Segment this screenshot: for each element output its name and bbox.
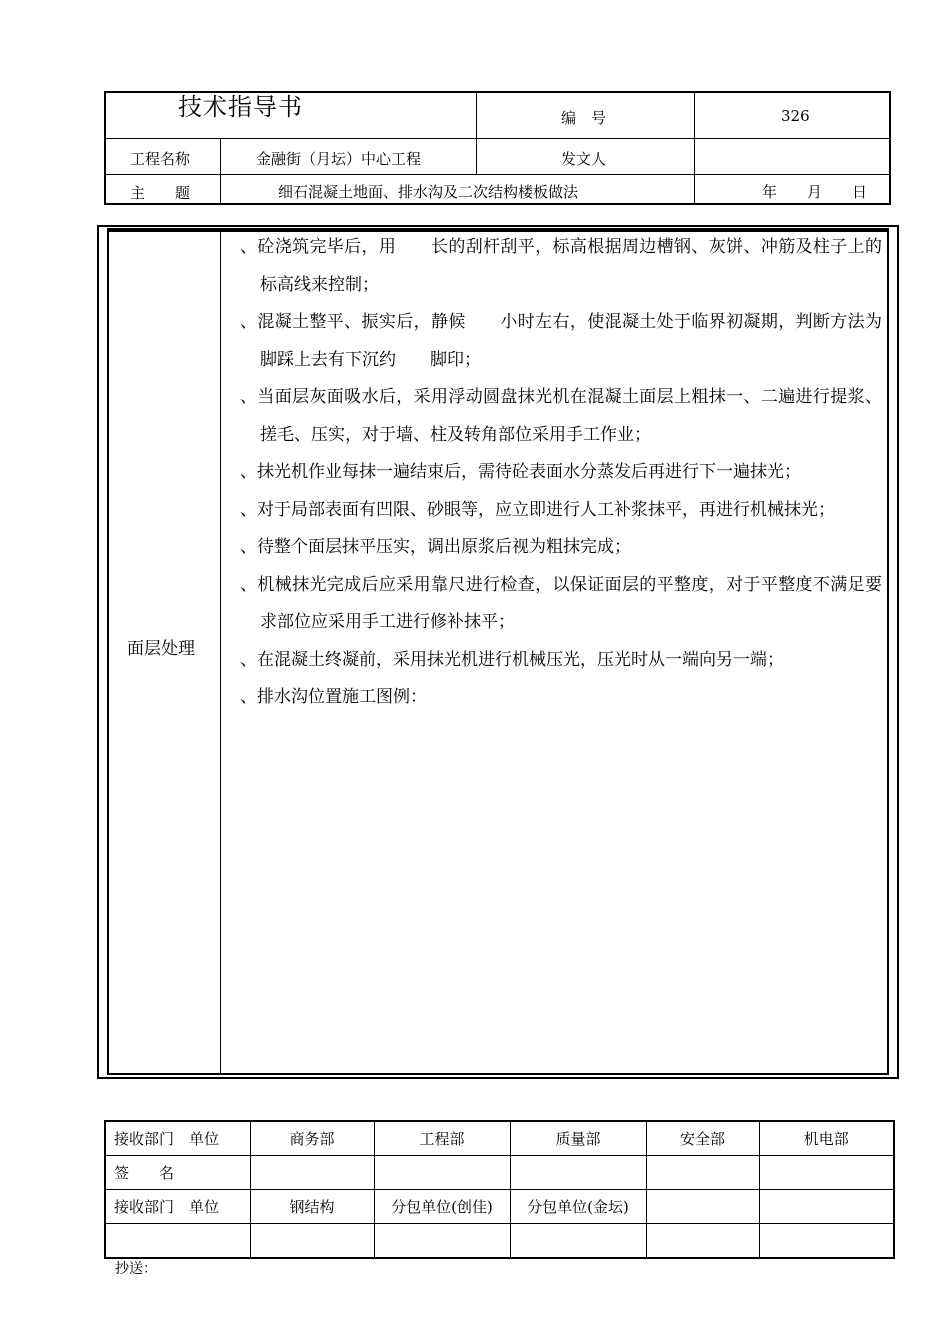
row-header-cell: 签 名 <box>105 1156 250 1190</box>
date-field: 年 月 日 <box>762 183 868 201</box>
project-name-label: 工程名称 <box>130 150 191 168</box>
divider <box>106 174 889 175</box>
row-header-cell <box>105 1224 250 1259</box>
table-cell <box>250 1156 374 1190</box>
cc-label: 抄送： <box>115 1261 157 1277</box>
column-divider <box>220 230 221 1075</box>
table-cell: 分包单位(创佳) <box>374 1190 510 1224</box>
table-cell: 工程部 <box>374 1121 510 1156</box>
table-cell <box>646 1190 759 1224</box>
subject-value: 细石混凝土地面、排水沟及二次结构楼板做法 <box>278 183 579 201</box>
table-cell: 安全部 <box>646 1121 759 1156</box>
table-cell: 钢结构 <box>250 1190 374 1224</box>
table-cell <box>646 1156 759 1190</box>
table-cell <box>646 1224 759 1259</box>
table-cell <box>510 1224 646 1259</box>
document-title: 技术指导书 <box>178 93 303 121</box>
number-value: 326 <box>781 107 810 125</box>
row-header-cell: 接收部门 单位 <box>105 1190 250 1224</box>
procedure-step: 、砼浇筑完毕后，用 长的刮杆刮平，标高根据周边槽钢、灰饼、冲筋及柱子上的标高线来控制； <box>240 237 882 295</box>
table-cell: 商务部 <box>250 1121 374 1156</box>
distribution-table <box>104 1120 895 1259</box>
table-row <box>105 1224 894 1259</box>
table-cell <box>759 1156 894 1190</box>
procedure-step: 、排水沟位置施工图例： <box>240 687 427 707</box>
table-row <box>105 1190 894 1224</box>
table-cell <box>759 1224 894 1259</box>
procedure-step: 、机械抹光完成后应采用靠尺进行检查，以保证面层的平整度，对于平整度不满足要求部位应采用手工进行修补抹平； <box>240 574 882 632</box>
table-cell <box>510 1156 646 1190</box>
table-cell: 分包单位(金坛) <box>510 1190 646 1224</box>
table-cell: 机电部 <box>759 1121 894 1156</box>
issuer-label: 发文人 <box>561 150 607 168</box>
divider <box>220 138 221 203</box>
table-cell: 质量部 <box>510 1121 646 1156</box>
divider <box>694 93 695 203</box>
procedure-step: 、待整个面层抹平压实，调出原浆后视为粗抹完成； <box>240 537 631 557</box>
header-table <box>104 91 891 205</box>
divider <box>476 93 477 174</box>
table-cell <box>374 1224 510 1259</box>
table-cell <box>374 1156 510 1190</box>
divider <box>106 138 889 139</box>
procedure-step: 、对于局部表面有凹限、砂眼等，应立即进行人工补浆抹平，再进行机械抹光； <box>240 499 835 520</box>
procedure-step: 、在混凝土终凝前，采用抹光机进行机械压光，压光时从一端向另一端； <box>240 649 784 670</box>
project-name-value: 金融街（月坛）中心工程 <box>256 150 422 168</box>
table-cell <box>250 1224 374 1259</box>
procedure-step: 、混凝土整平、振实后，静候 小时左右，使混凝土处于临界初凝期，判断方法为脚踩上去有下沉约 脚印； <box>240 312 882 370</box>
section-label: 面层处理 <box>127 639 195 659</box>
table-row <box>105 1156 894 1190</box>
procedure-step: 、抹光机作业每抹一遍结束后，需待砼表面水分蒸发后再进行下一遍抹光； <box>240 462 801 482</box>
procedure-list <box>240 229 882 717</box>
subject-label: 主 题 <box>130 184 191 202</box>
table-row <box>105 1121 894 1156</box>
procedure-step: 、当面层灰面吸水后，采用浮动圆盘抹光机在混凝土面层上粗抹一、二遍进行提浆、搓毛、压实，对于墙、柱及转角部位采用手工作业； <box>240 387 882 445</box>
number-label: 编 号 <box>561 109 607 127</box>
row-header-cell: 接收部门 单位 <box>105 1121 250 1156</box>
table-cell <box>759 1190 894 1224</box>
